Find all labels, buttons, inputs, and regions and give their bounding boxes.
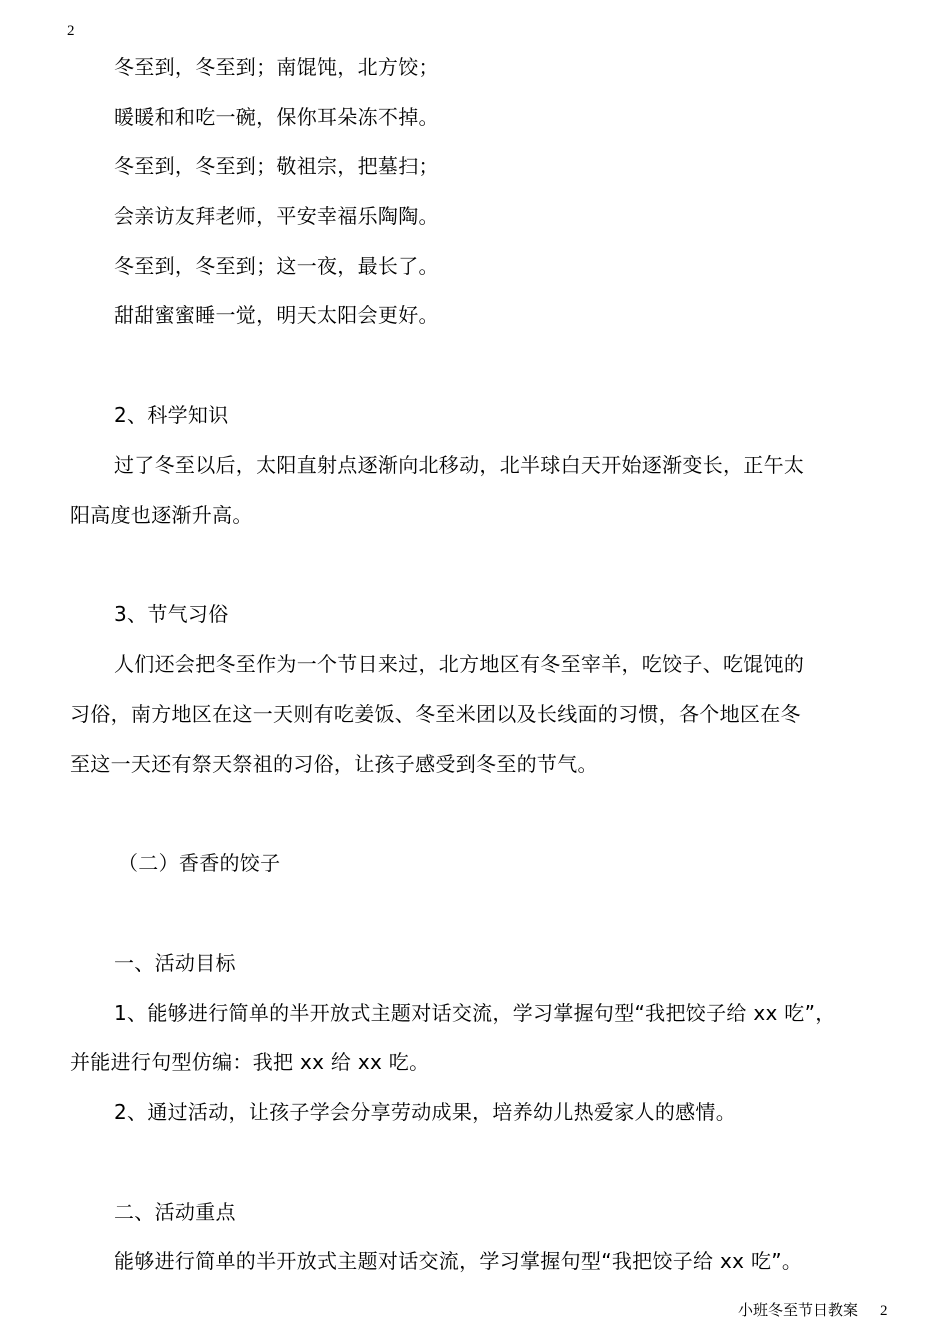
section-heading-goals: 一、活动目标 (114, 951, 236, 975)
paragraph-line: 2、通过活动，让孩子学会分享劳动成果，培养幼儿热爱家人的感情。 (114, 1100, 737, 1124)
paragraph-line: 阳高度也逐渐升高。 (70, 503, 253, 527)
page-footer (738, 1301, 888, 1321)
footer-title: 小班冬至节日教案 (738, 1303, 859, 1319)
rhyme-line: 暖暖和和吃一碗，保你耳朵冻不掉。 (114, 105, 439, 129)
footer-page-number: 2 (880, 1303, 888, 1319)
paragraph-line: 并能进行句型仿编：我把 xx 给 xx 吃。 (70, 1050, 430, 1074)
paragraph-line: 至这一天还有祭天祭祖的习俗，让孩子感受到冬至的节气。 (70, 752, 598, 776)
rhyme-line: 甜甜蜜蜜睡一觉，明天太阳会更好。 (114, 303, 439, 327)
paragraph-line: 能够进行简单的半开放式主题对话交流，学习掌握句型“我把饺子给 xx 吃”。 (114, 1249, 803, 1273)
paragraph-line: 1、能够进行简单的半开放式主题对话交流，学习掌握句型“我把饺子给 xx 吃”， (114, 1001, 836, 1025)
paragraph-line: 习俗，南方地区在这一天则有吃姜饭、冬至米团以及长线面的习惯，各个地区在冬 (70, 702, 801, 726)
paragraph-line: 过了冬至以后，太阳直射点逐渐向北移动，北半球白天开始逐渐变长，正午太 (114, 453, 805, 477)
rhyme-line: 冬至到，冬至到；南馄饨，北方饺； (114, 55, 439, 79)
rhyme-line: 会亲访友拜老师，平安幸福乐陶陶。 (114, 204, 439, 228)
paragraph-line: 人们还会把冬至作为一个节日来过，北方地区有冬至宰羊，吃饺子、吃馄饨的 (114, 652, 805, 676)
section-heading-science: 2、科学知识 (114, 403, 229, 427)
section-heading-focus: 二、活动重点 (114, 1200, 236, 1224)
page-number-top: 2 (67, 23, 75, 39)
subsection-title: （二）香香的饺子 (118, 851, 281, 875)
rhyme-line: 冬至到，冬至到；这一夜，最长了。 (114, 254, 439, 278)
rhyme-line: 冬至到，冬至到；敬祖宗，把墓扫； (114, 154, 439, 178)
section-heading-customs: 3、节气习俗 (114, 602, 229, 626)
